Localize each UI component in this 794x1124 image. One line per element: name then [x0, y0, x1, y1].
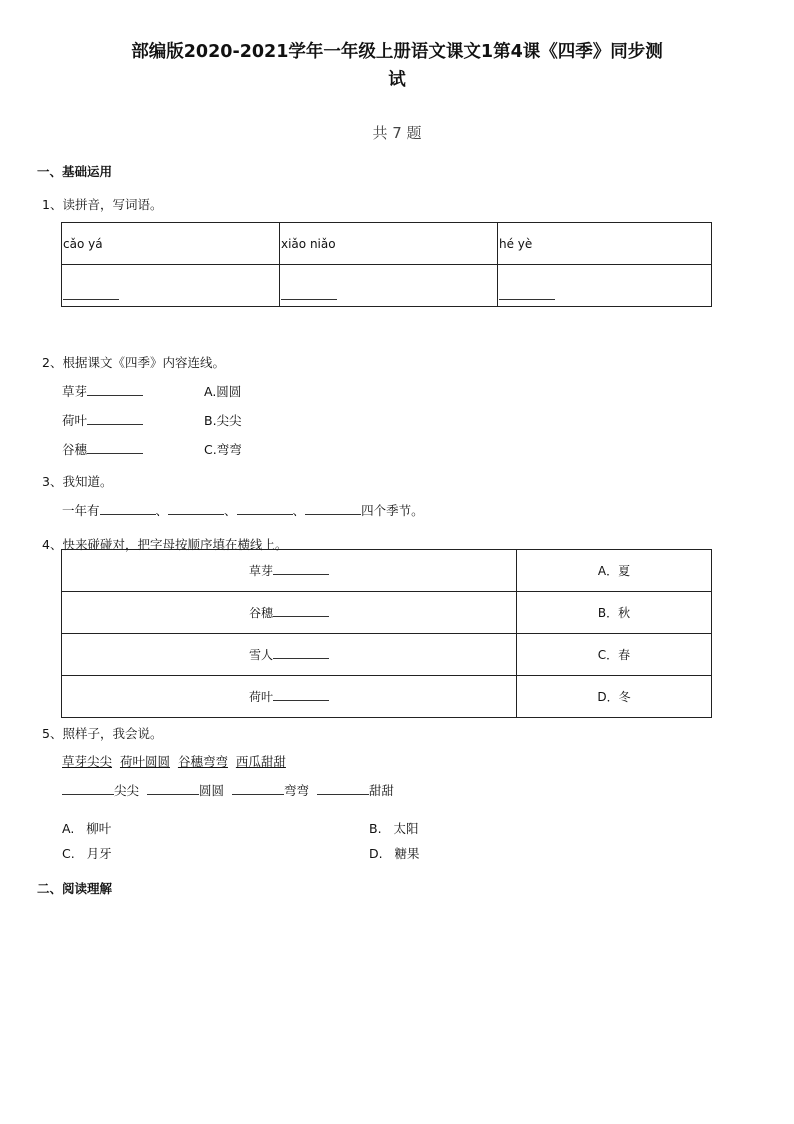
- match-right-item: A.圆圆: [204, 384, 242, 399]
- answer-blank[interactable]: [273, 646, 329, 659]
- option-text: 太阳: [393, 821, 419, 836]
- option-d[interactable]: [369, 844, 420, 862]
- separator: 、: [224, 503, 237, 518]
- fill-word: 弯弯: [283, 783, 309, 798]
- answer-blank[interactable]: [499, 287, 555, 300]
- fill-word: 圆圆: [198, 783, 224, 798]
- option-letter: D.: [369, 846, 383, 861]
- section-heading-2: 二、阅读理解: [37, 881, 113, 896]
- example-phrase: 草芽尖尖: [62, 754, 113, 769]
- fill-word: 甜甜: [368, 783, 394, 798]
- option-letter: A.: [62, 821, 75, 836]
- pinyin-cell: xiǎo niǎo: [280, 223, 498, 265]
- question-4-prompt: 4、快来碰碰对，把字母按顺序填在横线上。: [42, 537, 288, 552]
- example-phrase: 西瓜甜甜: [235, 754, 286, 769]
- match-left-item: [62, 382, 143, 400]
- title-line-2: 试: [388, 70, 406, 90]
- match-cell: [62, 676, 517, 718]
- pinyin-cell: cǎo yá: [62, 223, 280, 265]
- answer-blank[interactable]: [147, 782, 199, 795]
- answer-blank[interactable]: [232, 782, 284, 795]
- option-text: 月牙: [86, 846, 112, 861]
- answer-blank[interactable]: [87, 441, 143, 454]
- seasons-fill-line: [62, 501, 424, 519]
- fill-word: 尖尖: [114, 783, 140, 798]
- answer-blank[interactable]: [87, 412, 143, 425]
- match-label: 谷穗: [248, 606, 273, 620]
- option-letter: C.: [62, 846, 75, 861]
- question-count: 共 7 题: [372, 124, 422, 142]
- answer-blank[interactable]: [281, 287, 337, 300]
- example-phrase: 谷穗弯弯: [177, 754, 228, 769]
- season-option: D．冬: [517, 676, 712, 718]
- match-label: 雪人: [248, 648, 273, 662]
- answer-blank[interactable]: [305, 502, 361, 515]
- matching-table: [61, 549, 712, 718]
- answer-blank[interactable]: [87, 383, 143, 396]
- example-phrase: 荷叶圆圆: [119, 754, 170, 769]
- fill-tail: 四个季节。: [361, 503, 424, 518]
- season-option: C．春: [517, 634, 712, 676]
- question-2-prompt: 2、根据课文《四季》内容连线。: [42, 355, 225, 370]
- pinyin-table: [61, 222, 712, 307]
- match-left-item: [62, 440, 143, 458]
- fill-phrases: [62, 781, 394, 799]
- match-left-label: 草芽: [62, 384, 88, 399]
- season-option: A．夏: [517, 550, 712, 592]
- answer-blank[interactable]: [317, 782, 369, 795]
- separator: 、: [292, 503, 306, 518]
- answer-blank[interactable]: [62, 782, 114, 795]
- answer-cell[interactable]: [498, 265, 712, 307]
- match-cell: [62, 550, 517, 592]
- answer-blank[interactable]: [273, 562, 329, 575]
- match-label: 荷叶: [248, 690, 273, 704]
- answer-blank[interactable]: [273, 688, 329, 701]
- answer-blank[interactable]: [100, 502, 156, 515]
- answer-blank[interactable]: [237, 502, 293, 515]
- section-heading-1: 一、基础运用: [37, 164, 113, 179]
- question-5-prompt: 5、照样子，我会说。: [42, 726, 163, 741]
- option-text: 柳叶: [86, 821, 112, 836]
- example-phrases: [62, 752, 286, 770]
- option-letter: B.: [369, 821, 382, 836]
- option-text: 糖果: [394, 846, 420, 861]
- page-title: [60, 38, 734, 94]
- fill-lead: 一年有: [62, 503, 100, 518]
- question-3-prompt: 3、我知道。: [42, 474, 113, 489]
- match-left-label: 荷叶: [62, 413, 88, 428]
- match-right-item: B.尖尖: [204, 413, 242, 428]
- option-a[interactable]: [62, 819, 111, 837]
- answer-blank[interactable]: [63, 287, 119, 300]
- answer-cell[interactable]: [62, 265, 280, 307]
- answer-blank[interactable]: [168, 502, 224, 515]
- answer-blank[interactable]: [273, 604, 329, 617]
- match-left-item: [62, 411, 143, 429]
- match-label: 草芽: [248, 564, 273, 578]
- season-option: B．秋: [517, 592, 712, 634]
- question-1-prompt: 1、读拼音，写词语。: [42, 197, 163, 212]
- option-b[interactable]: [369, 819, 419, 837]
- separator: 、: [155, 503, 169, 518]
- match-right-item: C.弯弯: [204, 442, 242, 457]
- pinyin-cell: hé yè: [498, 223, 712, 265]
- match-cell: [62, 634, 517, 676]
- option-c[interactable]: [62, 844, 112, 862]
- title-line-1: 部编版2020-2021学年一年级上册语文课文1第4课《四季》同步测: [131, 42, 663, 62]
- answer-cell[interactable]: [280, 265, 498, 307]
- match-left-label: 谷穗: [62, 442, 88, 457]
- match-cell: [62, 592, 517, 634]
